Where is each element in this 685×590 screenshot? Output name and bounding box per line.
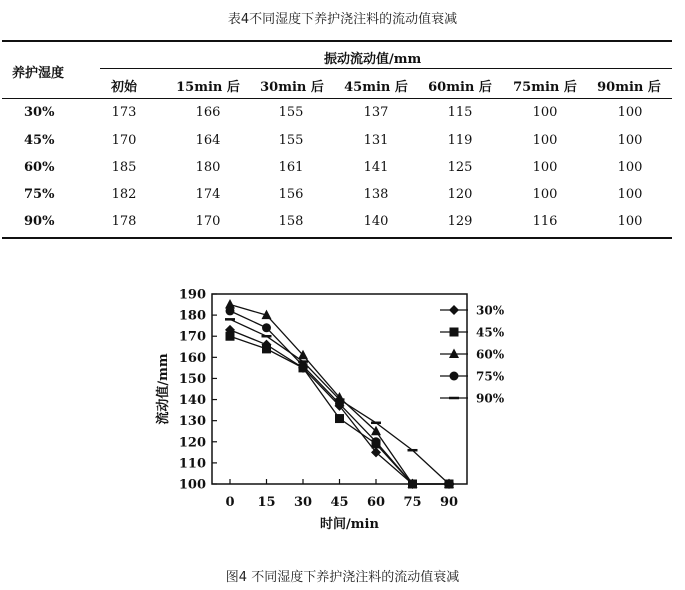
table-cell: 173: [111, 105, 137, 120]
figure-caption: 图4 不同湿度下养护浇注料的流动值衰减: [225, 570, 460, 585]
row-label: 30%: [24, 105, 55, 120]
table-cell: 161: [278, 160, 304, 175]
table-cell: 182: [111, 187, 137, 202]
data-point: [226, 332, 235, 341]
table-cell: 170: [195, 214, 221, 229]
table-cell: 180: [195, 160, 221, 175]
row-label: 75%: [24, 187, 55, 202]
y-tick-label: 110: [178, 456, 206, 472]
x-axis-label: 时间/min: [320, 517, 379, 532]
y-tick-label: 180: [178, 308, 206, 324]
table-cell: 164: [195, 133, 221, 148]
column-header: 初始: [110, 80, 138, 95]
table-cell: 138: [363, 187, 389, 202]
table-cell: 100: [532, 160, 558, 175]
x-tick-label: 30: [293, 495, 313, 510]
table-cell: 125: [447, 160, 473, 175]
legend-marker: [450, 328, 459, 337]
table-cell: 115: [447, 105, 473, 120]
x-tick-label: 0: [225, 495, 235, 510]
table-cell: 141: [363, 160, 389, 175]
table-cell: 120: [447, 187, 473, 202]
column-header: 30min 后: [260, 80, 324, 95]
column-header: 60min 后: [428, 80, 492, 95]
column-header: 15min 后: [176, 80, 240, 95]
row-header-title: 养护湿度: [12, 66, 65, 81]
table-cell: 100: [617, 160, 643, 175]
data-point: [372, 437, 381, 446]
column-header: 45min 后: [344, 80, 408, 95]
table-caption: 表4不同湿度下养护浇注料的流动值衰减: [227, 12, 458, 27]
table-cell: 100: [617, 187, 643, 202]
table-cell: 100: [617, 105, 643, 120]
table-cell: 100: [532, 187, 558, 202]
data-point: [262, 344, 271, 353]
data-point: [262, 323, 271, 332]
table-cell: 129: [447, 214, 473, 229]
row-label: 90%: [24, 214, 55, 229]
y-tick-label: 100: [178, 477, 206, 493]
y-tick-label: 190: [178, 287, 206, 303]
table-cell: 119: [447, 133, 473, 148]
table-cell: 100: [532, 105, 558, 120]
table-cell: 116: [532, 214, 558, 229]
legend-label: 90%: [476, 391, 505, 406]
table-cell: 174: [195, 187, 221, 202]
x-tick-label: 15: [257, 495, 276, 510]
table-cell: 170: [111, 133, 137, 148]
table-cell: 155: [278, 105, 304, 120]
legend-marker: [449, 349, 459, 359]
table-cell: 100: [617, 133, 643, 148]
table-cell: 158: [278, 214, 304, 229]
row-label: 60%: [24, 160, 55, 175]
legend-label: 45%: [476, 325, 505, 340]
column-header: 90min 后: [597, 80, 661, 95]
row-label: 45%: [24, 133, 55, 148]
table-cell: 185: [111, 160, 137, 175]
table-cell: 155: [278, 133, 304, 148]
legend-label: 30%: [476, 303, 505, 318]
table-cell: 131: [363, 133, 389, 148]
x-tick-label: 90: [439, 495, 459, 510]
table-cell: 137: [363, 105, 389, 120]
x-tick-label: 45: [330, 495, 349, 510]
x-tick-label: 60: [366, 495, 386, 510]
y-tick-label: 170: [178, 329, 206, 345]
table-cell: 100: [532, 133, 558, 148]
y-tick-label: 130: [178, 414, 206, 430]
table-cell: 166: [195, 105, 221, 120]
group-header: 振动流动值/mm: [324, 52, 422, 67]
legend-label: 75%: [476, 369, 505, 384]
y-tick-label: 140: [178, 393, 206, 409]
table-cell: 140: [363, 214, 389, 229]
y-tick-label: 160: [178, 350, 206, 366]
table-cell: 156: [278, 187, 304, 202]
data-point: [335, 414, 344, 423]
legend-marker: [449, 305, 459, 315]
x-tick-label: 75: [403, 495, 422, 510]
column-header: 75min 后: [513, 80, 577, 95]
data-point: [226, 306, 235, 315]
table-cell: 178: [111, 214, 137, 229]
legend-label: 60%: [476, 347, 505, 362]
y-tick-label: 150: [178, 371, 206, 387]
data-point: [408, 480, 417, 489]
table-cell: 100: [617, 214, 643, 229]
legend-marker: [450, 372, 459, 381]
y-tick-label: 120: [178, 435, 206, 451]
y-axis-label: 流动值/mm: [156, 353, 171, 425]
plot-frame: [212, 294, 467, 484]
